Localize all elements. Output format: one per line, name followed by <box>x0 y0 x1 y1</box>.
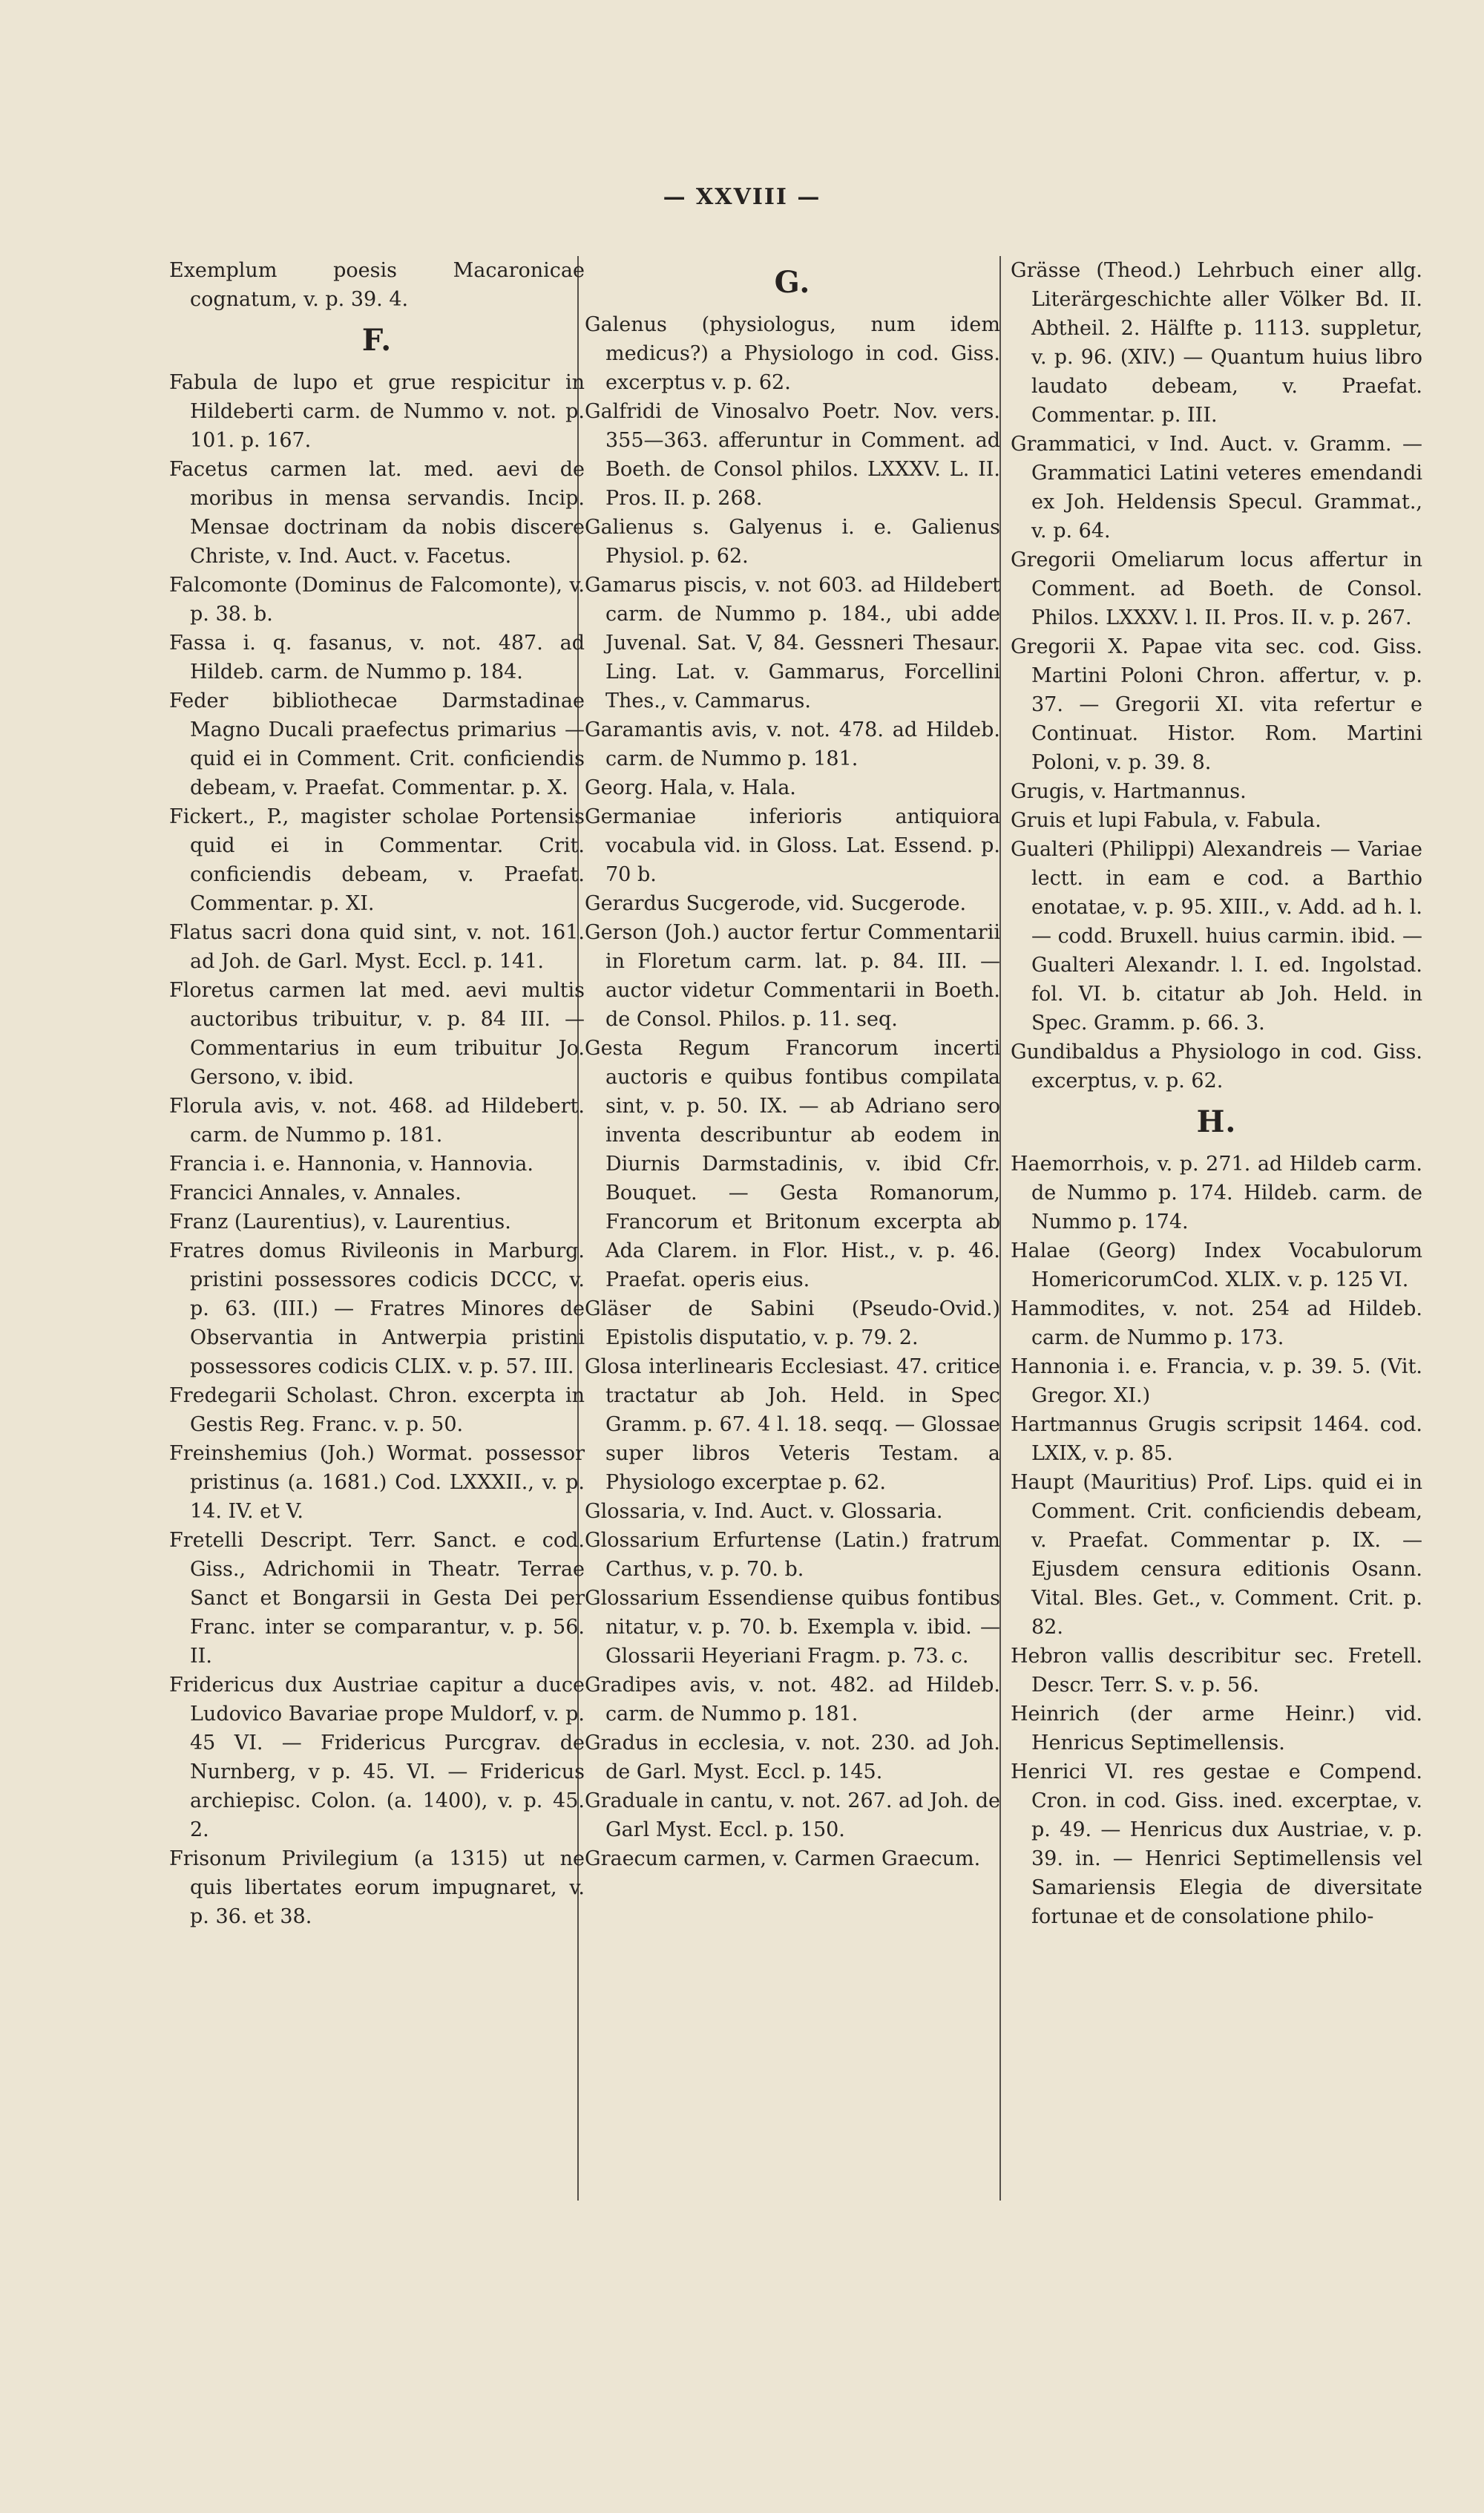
index-entry: Georg. Hala, v. Hala. <box>585 776 796 799</box>
letter-heading: F. <box>361 323 393 358</box>
letter-heading: G. <box>774 265 811 300</box>
index-entry: Gamarus piscis, v. not 603. ad Hildebert carm. de Nummo p. 184., ubi adde Juvenal. Sat. V, 84. Gessneri Thesaur. Ling. Lat. v. Gammarus, Forcellini Thes., v. Cammarus. <box>585 574 1000 712</box>
index-entry: Falcomonte (Dominus de Falcomonte), v. p. 38. b. <box>169 574 585 626</box>
index-entry: Gerson (Joh.) auctor fertur Commentarii in Floretum carm. lat. p. 84. III. — auctor videtur Commentarii in Boeth. de Consol. Philos. p. 11. seq. <box>585 921 1000 1031</box>
index-entry: Frisonum Privilegium (a 1315) ut ne quis libertates eorum impugnaret, v. p. 36. et 38. <box>169 1847 585 1928</box>
index-entry: Florula avis, v. not. 468. ad Hildebert. carm. de Nummo p. 181. <box>169 1095 585 1147</box>
index-entry: Galenus (physiologus, num idem medicus?) a Physiologo in cod. Giss. excerptus v. p. 62. <box>585 313 1000 394</box>
index-entry: Gradipes avis, v. not. 482. ad Hildeb. carm. de Nummo p. 181. <box>585 1674 1000 1726</box>
index-entry: Gualteri (Philippi) Alexandreis — Variae lectt. in eam e cod. a Barthio enotatae, v. p. 95. XIII., v. Add. ad h. l. — codd. Bruxell. huius carmin. ibid. — Gualteri Alexandr. l. I. ed. Ingolstad. fol. VI. b. citatur ab Joh. Held. in Spec. Gramm. p. 66. 3. <box>1011 838 1422 1035</box>
index-entry: Gundibaldus a Physiologo in cod. Giss. excerptus, v. p. 62. <box>1011 1041 1422 1092</box>
index-entry: Facetus carmen lat. med. aevi de moribus in mensa servandis. Incip. Mensae doctrinam da nobis discere Christe, v. Ind. Auct. v. Facetus. <box>169 458 585 568</box>
index-entry: Exemplum poesis Macaronicae cognatum, v. p. 39. 4. <box>169 259 585 311</box>
index-entry: Gradus in ecclesia, v. not. 230. ad Joh. de Garl. Myst. Eccl. p. 145. <box>585 1731 1000 1783</box>
index-entry: Glossarium Erfurtense (Latin.) fratrum Carthus, v. p. 70. b. <box>585 1529 1000 1581</box>
index-entry: Fretelli Descript. Terr. Sanct. e cod. Giss., Adrichomii in Theatr. Terrae Sanct et Bongarsii in Gesta Dei per Franc. inter se comparantur, v. p. 56. II. <box>169 1529 585 1668</box>
index-entry: Henrici VI. res gestae e Compend. Cron. in cod. Giss. ined. excerptae, v. p. 49. — Henricus dux Austriae, v. p. 39. in. — Henrici Septimellensis vel Samariensis Elegia de diversitate fortunae et de consolatione philo- <box>1011 1760 1422 1928</box>
index-entry: Fickert., P., magister scholae Portensis quid ei in Commentar. Crit. conficiendis debeam, v. Praefat. Commentar. p. XI. <box>169 805 585 915</box>
index-entry: Fratres domus Rivileonis in Marburg. pristini possessores codicis DCCC, v. p. 63. (III.) — Fratres Minores de Observantia in Antwerpia pristini possessores codicis CLIX. v. p. 57. III. <box>169 1239 585 1378</box>
index-entry: Floretus carmen lat med. aevi multis auctoribus tribuitur, v. p. 84 III. — Commentarius in eum tribuitur Jo. Gersono, v. ibid. <box>169 979 585 1089</box>
index-column-2 <box>585 256 1000 1873</box>
index-entry: Haupt (Mauritius) Prof. Lips. quid ei in Comment. Crit. conficiendis debeam, v. Praefat. Commentar p. IX. — Ejusdem censura editionis Osann. Vital. Bles. Get., v. Comment. Crit. p. 82. <box>1011 1471 1422 1639</box>
index-entry: Haemorrhois, v. p. 271. ad Hildeb carm. de Nummo p. 174. Hildeb. carm. de Nummo p. 174. <box>1011 1153 1422 1233</box>
index-entry: Glossaria, v. Ind. Auct. v. Glossaria. <box>585 1500 943 1523</box>
index-column-1 <box>169 256 585 1931</box>
index-entry: Flatus sacri dona quid sint, v. not. 161. ad Joh. de Garl. Myst. Eccl. p. 141. <box>169 921 585 973</box>
index-entry: Fredegarii Scholast. Chron. excerpta in Gestis Reg. Franc. v. p. 50. <box>169 1384 585 1436</box>
letter-heading: H. <box>1196 1104 1237 1139</box>
index-entry: Francici Annales, v. Annales. <box>169 1182 462 1205</box>
index-entry: Feder bibliothecae Darmstadinae Magno Ducali praefectus primarius — quid ei in Comment. Crit. conficiendis debeam, v. Praefat. Commentar. p. X. <box>169 689 585 799</box>
page-number: — XXVIII — <box>663 184 821 210</box>
index-entry: Glosa interlinearis Ecclesiast. 47. critice tractatur ab Joh. Held. in Spec Gramm. p. 67. 4 l. 18. seqq. — Glossae super libros Veteris Testam. a Physiologo excerptae p. 62. <box>585 1355 1000 1494</box>
index-entry: Halae (Georg) Index Vocabulorum HomericorumCod. XLIX. v. p. 125 VI. <box>1011 1239 1422 1291</box>
index-entry: Graecum carmen, v. Carmen Graecum. <box>585 1847 981 1870</box>
index-entry: Galienus s. Galyenus i. e. Galienus Physiol. p. 62. <box>585 516 1000 568</box>
index-entry: Garamantis avis, v. not. 478. ad Hildeb. carm. de Nummo p. 181. <box>585 718 1000 770</box>
index-entry: Francia i. e. Hannonia, v. Hannovia. <box>169 1153 533 1176</box>
index-entry: Grugis, v. Hartmannus. <box>1011 780 1247 803</box>
index-entry: Graduale in cantu, v. not. 267. ad Joh. de Garl Myst. Eccl. p. 150. <box>585 1789 1000 1841</box>
index-entry: Fridericus dux Austriae capitur a duce Ludovico Bavariae prope Muldorf, v. p. 45 VI. — Fridericus Purcgrav. de Nurnberg, v p. 45. VI. — Fridericus archiepisc. Colon. (a. 1400), v. p. 45. 2. <box>169 1674 585 1841</box>
index-entry: Grammatici, v Ind. Auct. v. Gramm. — Grammatici Latini veteres emendandi ex Joh. Heldensis Specul. Grammat., v. p. 64. <box>1011 433 1422 543</box>
index-entry: Glossarium Essendiense quibus fontibus nitatur, v. p. 70. b. Exempla v. ibid. — Glossarii Heyeriani Fragm. p. 73. c. <box>585 1587 1000 1668</box>
index-entry: Fabula de lupo et grue respicitur in Hildeberti carm. de Nummo v. not. p. 101. p. 167. <box>169 371 585 452</box>
index-entry: Germaniae inferioris antiquiora vocabula vid. in Gloss. Lat. Essend. p. 70 b. <box>585 805 1000 886</box>
index-column-3 <box>1011 256 1422 1931</box>
index-entry: Gruis et lupi Fabula, v. Fabula. <box>1011 809 1322 832</box>
index-entry: Hammodites, v. not. 254 ad Hildeb. carm. de Nummo p. 173. <box>1011 1297 1422 1349</box>
index-entry: Gerardus Sucgerode, vid. Sucgerode. <box>585 892 967 915</box>
index-entry: Gregorii X. Papae vita sec. cod. Giss. Martini Poloni Chron. affertur, v. p. 37. — Gregorii XI. vita refertur e Continuat. Histor. Rom. Martini Poloni, v. p. 39. 8. <box>1011 635 1422 774</box>
index-entry: Galfridi de Vinosalvo Poetr. Nov. vers. 355—363. afferuntur in Comment. ad Boeth. de Consol philos. LXXXV. L. II. Pros. II. p. 268. <box>585 400 1000 510</box>
index-entry: Gregorii Omeliarum locus affertur in Comment. ad Boeth. de Consol. Philos. LXXXV. l. II. Pros. II. v. p. 267. <box>1011 548 1422 629</box>
index-entry: Gläser de Sabini (Pseudo-Ovid.) Epistolis disputatio, v. p. 79. 2. <box>585 1297 1000 1349</box>
index-entry: Fassa i. q. fasanus, v. not. 487. ad Hildeb. carm. de Nummo p. 184. <box>169 632 585 684</box>
index-entry: Heinrich (der arme Heinr.) vid. Henricus Septimellensis. <box>1011 1703 1422 1754</box>
index-entry: Franz (Laurentius), v. Laurentius. <box>169 1210 511 1233</box>
index-entry: Freinshemius (Joh.) Wormat. possessor pristinus (a. 1681.) Cod. LXXXII., v. p. 14. IV. et V. <box>169 1442 585 1523</box>
index-entry: Hannonia i. e. Francia, v. p. 39. 5. (Vit. Gregor. XI.) <box>1011 1355 1422 1407</box>
index-entry: Hartmannus Grugis scripsit 1464. cod. LXIX, v. p. 85. <box>1011 1413 1422 1465</box>
index-entry: Gesta Regum Francorum incerti auctoris e quibus fontibus compilata sint, v. p. 50. IX. — ab Adriano sero inventa describuntur ab eodem in Diurnis Darmstadinis, v. ibid Cfr. Bouquet. — Gesta Romanorum, Francorum et Britonum excerpta ab Ada Clarem. in Flor. Hist., v. p. 46. Praefat. operis eius. <box>585 1037 1000 1291</box>
index-entry: Grässe (Theod.) Lehrbuch einer allg. Literärgeschichte aller Völker Bd. II. Abtheil. 2. Hälfte p. 1113. suppletur, v. p. 96. (XIV.) — Quantum huius libro laudato debeam, v. Praefat. Commentar. p. III. <box>1011 259 1422 427</box>
index-entry: Hebron vallis describitur sec. Fretell. Descr. Terr. S. v. p. 56. <box>1011 1645 1422 1697</box>
